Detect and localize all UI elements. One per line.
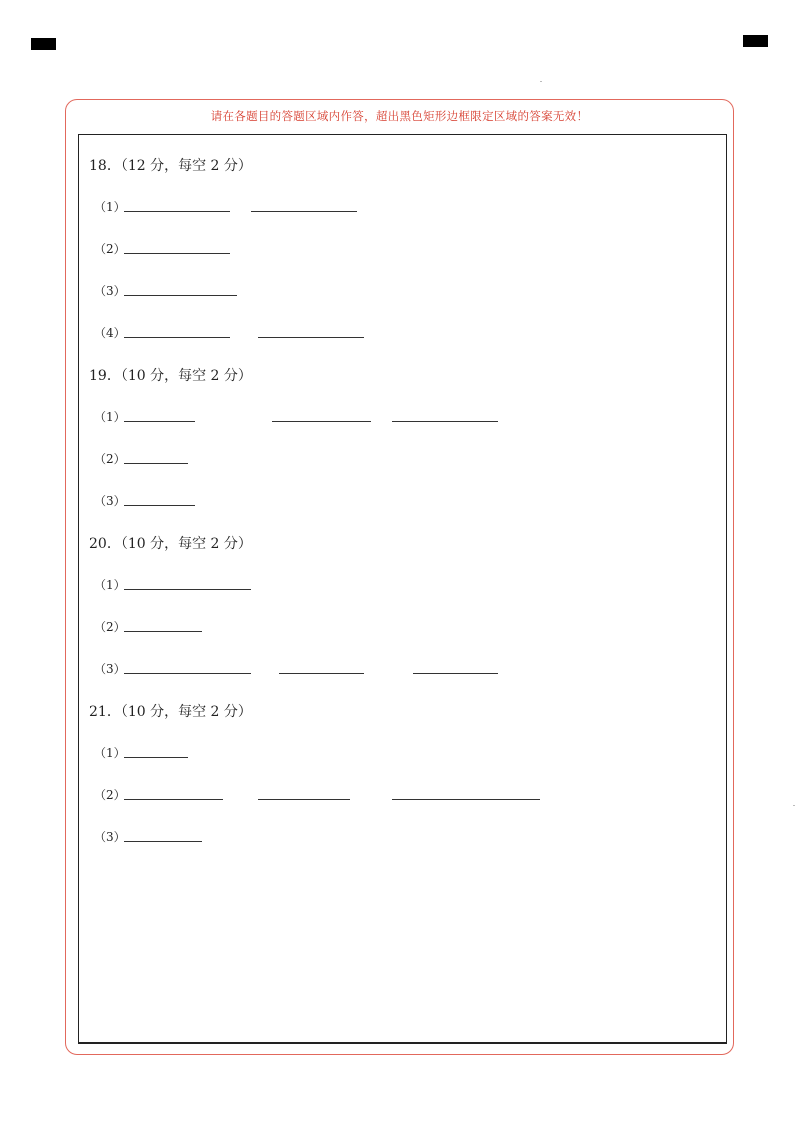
q19-part3-label: （3） bbox=[94, 494, 126, 508]
q18-part4-blank-1[interactable] bbox=[124, 337, 230, 338]
scan-speck bbox=[793, 805, 795, 806]
question-19-title: 19．（10 分，每空 2 分） bbox=[89, 368, 252, 384]
q20-part1-label: （1） bbox=[94, 578, 126, 592]
q20-part3-blank-2[interactable] bbox=[279, 673, 364, 674]
q20-part2-blank-1[interactable] bbox=[124, 631, 202, 632]
q18-part3-label: （3） bbox=[94, 284, 126, 298]
q19-part1-blank-2[interactable] bbox=[272, 421, 371, 422]
question-18-title: 18．（12 分，每空 2 分） bbox=[89, 158, 252, 174]
answer-area-warning: 请在各题目的答题区域内作答，超出黑色矩形边框限定区域的答案无效！ bbox=[210, 109, 589, 123]
q19-part2-blank-1[interactable] bbox=[124, 463, 188, 464]
q21-part2-label: （2） bbox=[94, 788, 126, 802]
q18-part2-blank-1[interactable] bbox=[124, 253, 230, 254]
q21-part2-blank-2[interactable] bbox=[258, 799, 350, 800]
q21-part2-blank-1[interactable] bbox=[124, 799, 223, 800]
q18-part1-label: （1） bbox=[94, 200, 126, 214]
q19-part3-blank-1[interactable] bbox=[124, 505, 195, 506]
q21-part1-blank-1[interactable] bbox=[124, 757, 188, 758]
alignment-marker-left bbox=[31, 38, 56, 50]
q18-part2-label: （2） bbox=[94, 242, 126, 256]
q19-part1-label: （1） bbox=[94, 410, 126, 424]
q18-part4-blank-2[interactable] bbox=[258, 337, 364, 338]
q20-part1-blank-1[interactable] bbox=[124, 589, 251, 590]
q20-part3-blank-1[interactable] bbox=[124, 673, 251, 674]
q18-part4-label: （4） bbox=[94, 326, 126, 340]
q18-part1-blank-1[interactable] bbox=[124, 211, 230, 212]
q18-part3-blank-1[interactable] bbox=[124, 295, 237, 296]
q19-part2-label: （2） bbox=[94, 452, 126, 466]
scan-speck bbox=[540, 81, 542, 82]
q20-part3-blank-3[interactable] bbox=[413, 673, 498, 674]
q19-part1-blank-3[interactable] bbox=[392, 421, 498, 422]
q20-part2-label: （2） bbox=[94, 620, 126, 634]
question-21-title: 21．（10 分，每空 2 分） bbox=[89, 704, 252, 720]
q21-part3-blank-1[interactable] bbox=[124, 841, 202, 842]
question-20-title: 20．（10 分，每空 2 分） bbox=[89, 536, 252, 552]
q21-part2-blank-3[interactable] bbox=[392, 799, 540, 800]
q20-part3-label: （3） bbox=[94, 662, 126, 676]
alignment-marker-right bbox=[743, 35, 768, 47]
q19-part1-blank-1[interactable] bbox=[124, 421, 195, 422]
q18-part1-blank-2[interactable] bbox=[251, 211, 357, 212]
q21-part1-label: （1） bbox=[94, 746, 126, 760]
q21-part3-label: （3） bbox=[94, 830, 126, 844]
